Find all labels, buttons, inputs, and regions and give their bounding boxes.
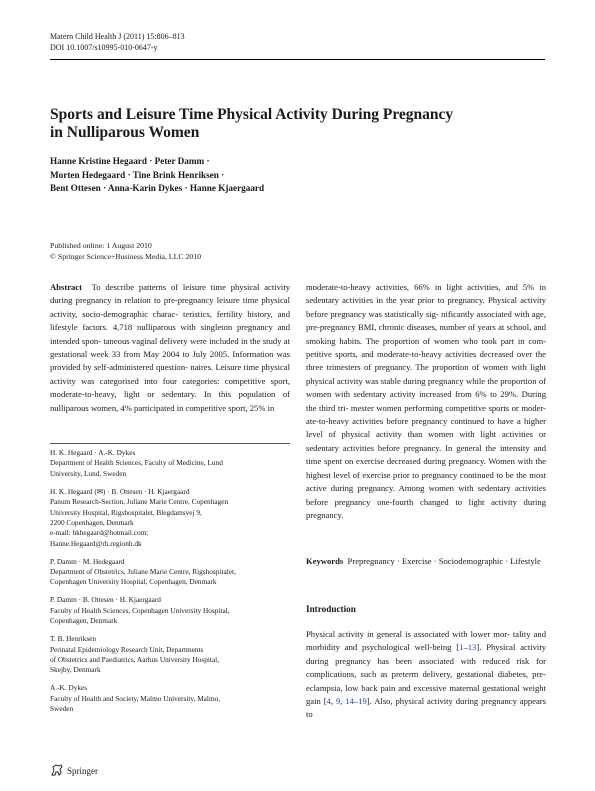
affiliation-names: A.-K. Dykes [50,683,88,693]
publisher-name: Springer [67,766,98,776]
affiliation-line: Department of Obstetrics, Juliane Marie Centre, Rigshospitalet, [50,567,236,577]
intro-text: ]. Also, physical activity during pregnancy appears to [306,696,547,720]
affiliation-names: P. Damm · B. Ottesen · H. Kjaergaard [50,595,161,605]
affiliation-line: Panum Research-Section, Juliane Marie Centre, Copenhagen [50,497,229,507]
keywords-text: Prepregnancy · Exercise · Sociodemographic · Lifestyle [347,556,541,566]
doi: DOI 10.1007/s10995-010-0647-y [50,43,158,52]
springer-horse-logo-icon [50,764,64,778]
abstract-text-left: To describe patterns of leisure time physical activity during pregnancy in relation to pre-pregnancy leisure time physical activity, socio-demographic charac- teristics, fertility history, and lifestyle factors. 4,718 nulliparous with singleton pregnancy and intended spon- taneous vaginal delivery were included in the study at gestational week 33 from May 2004 to July 2005. Information was provided by self-administered question- naires. Leisure time physical activity was categorised into four categories: competitive sport, moderate-to-heavy, light or sedentary. In this population of nulliparous women, 4% participated in competitive sport, 25% in [50,282,291,413]
author-line: Hanne Kristine Hegaard · Peter Damm · [50,156,210,166]
affiliation-block [50,683,290,714]
affiliations [50,448,290,722]
affiliation-block [50,634,290,676]
citation-link[interactable]: 13 [467,642,477,653]
keywords-heading: Keywords [306,556,344,566]
citation-link[interactable]: 14 [345,696,354,707]
affiliation-names: H. K. Hegaard · A.-K. Dykes [50,448,136,457]
abstract-paragraph [50,281,290,415]
affiliation-block [50,557,290,588]
author-line: Morten Hedegaard · Tine Brink Henriksen · [50,169,225,180]
keywords [306,555,546,568]
author-list [50,155,545,196]
citation-link[interactable]: 9 [335,696,341,707]
affiliation-line: Sweden [50,704,74,714]
affiliation-line: Faculty of Health Sciences, Copenhagen University Hospital, [50,605,230,615]
abstract-heading: Abstract [50,282,82,292]
affiliation-line: 2200 Copenhagen, Denmark [50,517,134,527]
intro-text: , [340,696,346,707]
affiliation-line: University Hospital, Rigshospitalet, Blegdamsvej 9, [50,507,202,517]
affiliation-names: H. K. Hegaard (✉) · B. Ottesen · H. Kjaergaard [50,486,190,496]
email-line[interactable]: Hanne.Hegaard@rh.regionh.dk [50,538,142,548]
title-line: Sports and Leisure Time Physical Activity During Pregnancy [50,106,454,123]
article-title [50,106,545,142]
author-line: Bent Ottesen · Anna-Karin Dykes · Hanne Kjaergaard [50,183,265,193]
citation-link[interactable]: 19 [358,696,367,707]
affiliation-line: Perinatal Epidemiology Research Unit, Departments [50,644,204,654]
abstract-left-column [50,281,290,415]
copyright-notice: © Springer Science+Business Media, LLC 2010 [50,251,202,261]
affiliation-rule [50,443,290,444]
intro-text: – [353,696,359,707]
intro-paragraph [306,628,546,722]
affiliation-line: University, Lund, Sweden [50,468,127,478]
citation-link[interactable]: 1 [459,642,464,653]
affiliation-line: Department of Health Sciences, Faculty of Medicine, Lund [50,458,223,468]
affiliation-line: Copenhagen, Denmark [50,616,118,626]
introduction-text [306,628,546,722]
intro-text: , [330,696,336,707]
section-heading-introduction: Introduction [306,604,356,614]
affiliation-line: Copenhagen University Hospital, Copenhagen, Denmark [50,577,217,587]
journal-header [50,31,185,53]
affiliation-block [50,595,290,626]
springer-horse-logo-icon [50,764,64,776]
citation-link[interactable]: 4 [326,696,331,707]
publication-info [50,241,201,262]
affiliation-line: Skejby, Denmark [50,665,101,675]
affiliation-line: of Obstetrics and Paediatrics, Aarhus University Hospital, [50,654,220,664]
intro-text: Physical activity in general is associated with lower mor- tality and morbidity and psychological well-being [ [306,629,546,653]
email-line[interactable]: e-mail: hkhegaard@hotmail.com; [50,528,149,538]
abstract-right-column [306,281,546,522]
journal-citation: Matern Child Health J (2011) 15:806–813 [50,32,185,41]
abstract-text-right: moderate-to-heavy activities, 66% in light activities, and 5% in sedentary activities in the year prior to pregnancy. Physical activity before pregnancy was statistically sig- nificantly associated with age, pre-pregnancy BMI, chronic diseases, number of years at school, and smoking habits. The proportion of women who took part in com- petitive sports, and moderate-to-heavy activities decreased over the three trimesters of pregnancy. The proportion of women with light physical activity was stable during pregnancy while the proportion of women with sedentary activity increased from 6% to 29%. During the third tri- mester women performing competitive sports or moder- ate-to-heavy activities before pregnancy continued to have a higher level of physical activity than women with light activities or sedentary activities before pregnancy. In general the intensity and time spent on exercise decreased during pregnancy. Women with the highest level of exercise prior to pregnancy continued to be the most active during pregnancy. Among women with sedentary activities before pregnancy one-fourth changed to light activity during pregnancy. [306,282,546,520]
header-rule [50,59,545,60]
affiliation-block [50,487,290,549]
published-date: Published online: 1 August 2010 [50,241,152,250]
intro-text: ]. Physical activity during pregnancy has been associated with reduced risk for complications, such as preterm delivery, gestational diabetes, pre-eclampsia, low back pain and excessive maternal gestational weight gain [ [306,642,546,707]
title-line: in Nulliparous Women [50,124,200,141]
affiliation-names: T. B. Henriksen [50,634,97,644]
publisher-footer [50,764,98,778]
affiliation-line: Faculty of Health and Society, Malmo University, Malmo, [50,693,221,703]
intro-text: – [463,642,468,653]
affiliation-block [50,448,290,479]
affiliation-names: P. Damm · M. Hedegaard [50,556,125,566]
